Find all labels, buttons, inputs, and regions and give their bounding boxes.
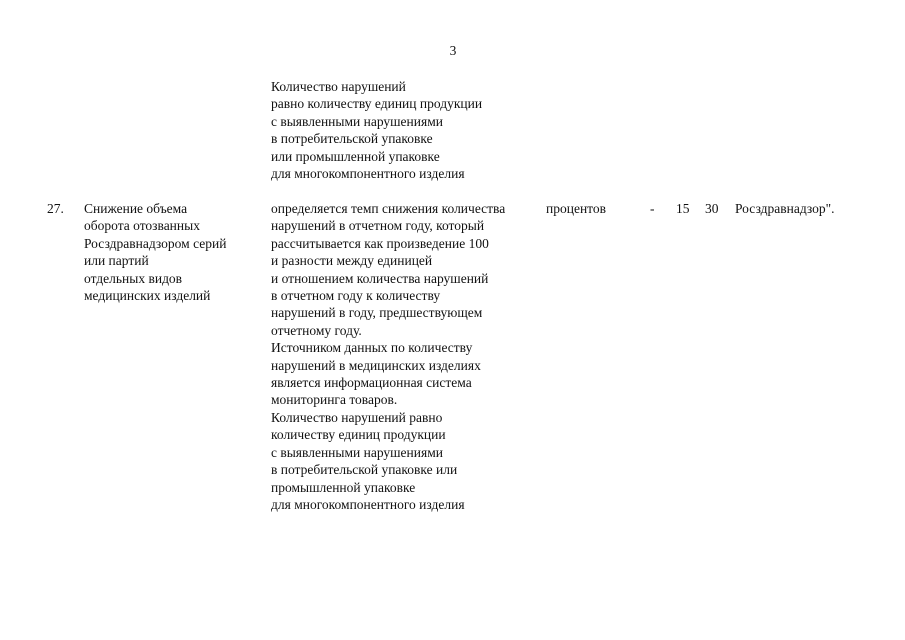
page-number: 3	[449, 43, 457, 58]
row-number: 27.	[47, 201, 64, 216]
target-value-2: 30	[705, 201, 719, 216]
base-value: -	[650, 201, 655, 216]
calculation-method: определяется темп снижения количества нарушений в отчетном году, который рассчитывается как произведение 100 и разности между единицей и отношением количества нарушений в отчетном году к количеству нарушений в году, предшествующем отчетному году. Источником данных по количеству нарушений в медицинских изделиях является информационная система мониторинга товаров. Количество нарушений равно количеству единиц продукции с выявленными нарушениями в потребительской упаковке или промышленной упаковке для многокомпонентного изделия	[271, 201, 506, 512]
unit-of-measure: процентов	[546, 201, 607, 216]
target-value-1: 15	[676, 201, 690, 216]
continuation-text: Количество нарушений равно количеству единиц продукции с выявленными нарушениями в потребительской упаковке или промышленной упаковке для многокомпонентного изделия	[271, 79, 483, 182]
responsible-agency: Росздравнадзор".	[735, 201, 835, 216]
indicator-name: Снижение объема оборота отозванных Росздравнадзором серий или партий отдельных видов медицинских изделий	[84, 201, 227, 304]
